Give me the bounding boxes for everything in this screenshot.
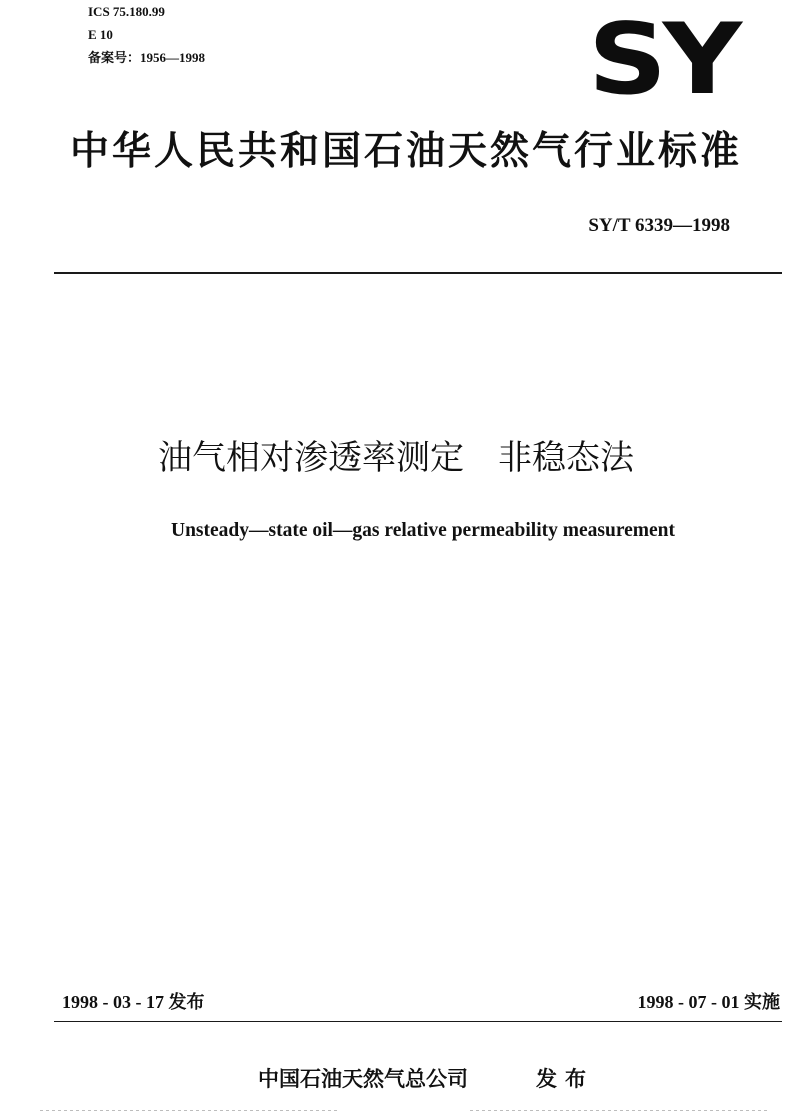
standard-type-title: 中华人民共和国石油天然气行业标准 (70, 129, 743, 174)
implementation-date: 1998 - 07 - 01 实施 (637, 992, 780, 1012)
standard-code: SY/T 6339—1998 (588, 215, 730, 236)
publish-label: 发布 (536, 1067, 594, 1091)
sy-logo: SY (588, 3, 738, 117)
publisher-name: 中国石油天然气总公司 (258, 1067, 468, 1091)
chinese-title: 油气相对渗透率测定 非稳态法 (158, 438, 634, 478)
record-number: 备案号：1956—1998 (88, 50, 206, 65)
bottom-divider (54, 1021, 782, 1022)
scan-artifact-right (470, 1110, 770, 1111)
english-title: Unsteady—state oil—gas relative permeability measurement (170, 520, 676, 541)
issue-date: 1998 - 03 - 17 发布 (62, 992, 205, 1012)
classification-code: E 10 (88, 27, 113, 42)
ics-code: ICS 75.180.99 (88, 4, 165, 19)
scan-artifact-left (40, 1110, 340, 1111)
top-divider (54, 272, 782, 274)
